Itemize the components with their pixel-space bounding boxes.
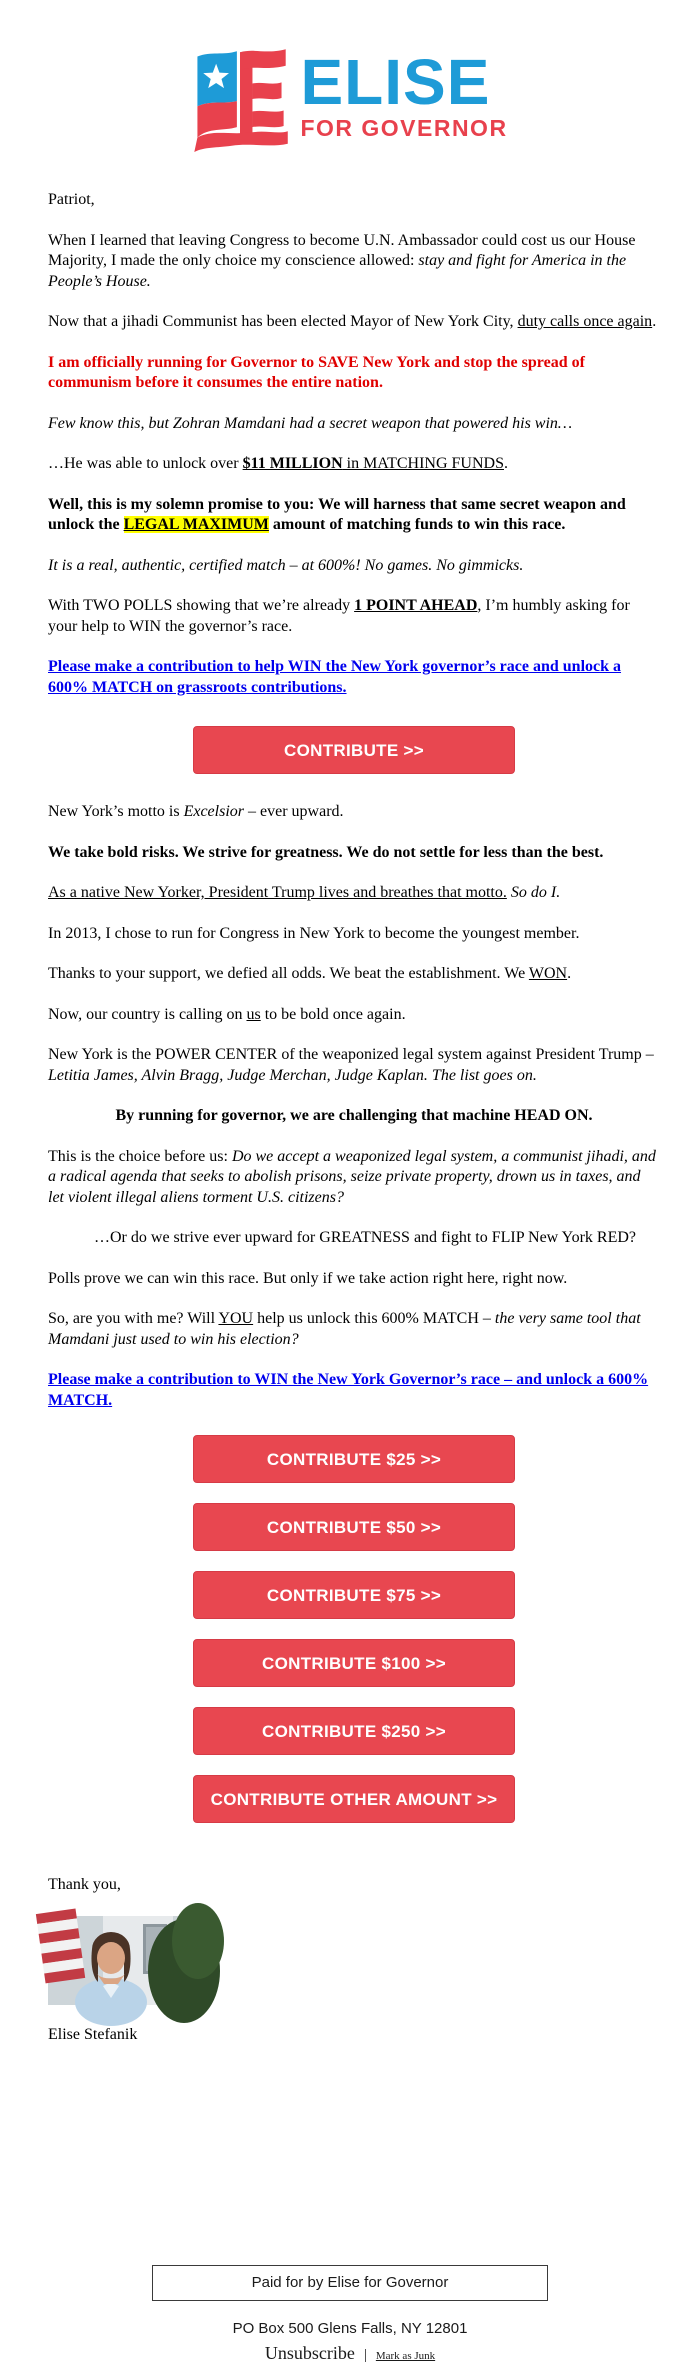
logo-name: ELISE <box>300 46 491 118</box>
body-paragraph: Thanks to your support, we defied all odds. We beat the establishment. We WON. <box>48 965 572 982</box>
paid-for-disclaimer: Paid for by Elise for Governor <box>152 2265 548 2301</box>
body-paragraph: Well, this is my solemn promise to you: We will harness that same secret weapon and unlock the LEGAL MAXIMUM amount of matching funds to win this race. <box>48 495 626 533</box>
email-body <box>0 152 700 2045</box>
contribute-100-button[interactable]: CONTRIBUTE $100 >> <box>193 1639 515 1687</box>
signoff-thanks: Thank you, <box>48 1876 121 1893</box>
body-paragraph: We take bold risks. We strive for greatness. We do not settle for less than the best. <box>48 843 604 861</box>
unsubscribe-row <box>0 2343 700 2364</box>
body-paragraph: New York’s motto is Excelsior – ever upward. <box>48 803 344 820</box>
body-copy-middle <box>48 802 660 1411</box>
email-footer <box>0 2265 700 2364</box>
salutation: Patriot, <box>48 191 95 208</box>
separator: | <box>363 2347 367 2363</box>
body-paragraph: As a native New Yorker, President Trump lives and breathes that motto. So do I. <box>48 884 561 901</box>
contribution-link[interactable]: Please make a contribution to WIN the New York Governor’s race – and unlock a 600% MATCH. <box>48 1371 649 1409</box>
campaign-announcement: I am officially running for Governor to SAVE New York and stop the spread of communism before it consumes the entire nation. <box>48 353 585 391</box>
campaign-logo <box>0 0 700 152</box>
contribute-other-amount-button[interactable]: CONTRIBUTE OTHER AMOUNT >> <box>193 1775 515 1823</box>
signoff-name: Elise Stefanik <box>48 2025 138 2043</box>
mailing-address: PO Box 500 Glens Falls, NY 12801 <box>232 2320 468 2337</box>
contribution-link-paragraph <box>48 1370 660 1411</box>
flag-logo-icon <box>192 44 288 152</box>
headshot-image <box>48 1916 198 2005</box>
unsubscribe-link[interactable]: Unsubscribe <box>264 2343 355 2363</box>
body-paragraph: Now, our country is calling on us to be bold once again. <box>48 1005 406 1023</box>
contribute-250-button[interactable]: CONTRIBUTE $250 >> <box>193 1707 515 1755</box>
contribute-amount-buttons <box>48 1435 660 1823</box>
logo-text <box>300 46 508 142</box>
body-paragraph: It is a real, authentic, certified match – at 600%! No games. No gimmicks. <box>48 556 524 574</box>
body-paragraph: New York is the POWER CENTER of the weaponized legal system against President Trump – Letitia James, Alvin Bragg, Judge Merchan, Judge Kaplan. The list goes on. <box>48 1046 654 1084</box>
body-copy-top <box>48 190 660 698</box>
body-paragraph: Polls prove we can win this race. But only if we take action right here, right now. <box>48 1269 568 1287</box>
body-paragraph: When I learned that leaving Congress to become U.N. Ambassador could cost us our House Majority, I made the only choice my conscience allowed: stay and fight for America in the People’s House. <box>48 231 636 290</box>
contribute-button[interactable]: CONTRIBUTE >> <box>193 726 515 774</box>
body-paragraph: By running for governor, we are challenging that machine HEAD ON. <box>115 1107 593 1124</box>
body-paragraph: …Or do we strive ever upward for GREATNESS and fight to FLIP New York RED? <box>94 1229 637 1246</box>
body-paragraph: Now that a jihadi Communist has been elected Mayor of New York City, duty calls once again. <box>48 313 657 330</box>
body-paragraph: In 2013, I chose to run for Congress in New York to become the youngest member. <box>48 924 580 942</box>
contribute-50-button[interactable]: CONTRIBUTE $50 >> <box>193 1503 515 1551</box>
contribution-link[interactable]: Please make a contribution to help WIN the New York governor’s race and unlock a 600% MATCH on grassroots contributions. <box>48 658 622 696</box>
contribution-link-paragraph <box>48 657 660 698</box>
body-paragraph: Few know this, but Zohran Mamdani had a secret weapon that powered his win… <box>48 414 573 432</box>
logo-tagline: FOR GOVERNOR <box>300 115 508 141</box>
body-paragraph: With TWO POLLS showing that we’re already 1 POINT AHEAD, I’m humbly asking for your help to WIN the governor’s race. <box>48 597 630 635</box>
whitespace <box>0 2065 700 2265</box>
body-paragraph: This is the choice before us: Do we accept a weaponized legal system, a communist jihadi, and a radical agenda that seeks to abolish prisons, seize private property, drown us in taxes, and let violent illegal aliens torment U.S. citizens? <box>48 1147 656 1206</box>
elise-stefanik-photo <box>48 1916 198 2005</box>
body-paragraph: So, are you with me? Will YOU help us unlock this 600% MATCH – the very same tool that Mamdani just used to win his election? <box>48 1310 641 1348</box>
mark-as-junk-link[interactable]: Mark as Junk <box>375 2350 436 2362</box>
contribute-25-button[interactable]: CONTRIBUTE $25 >> <box>193 1435 515 1483</box>
body-paragraph: …He was able to unlock over $11 MILLION in MATCHING FUNDS. <box>48 455 508 472</box>
contribute-75-button[interactable]: CONTRIBUTE $75 >> <box>193 1571 515 1619</box>
